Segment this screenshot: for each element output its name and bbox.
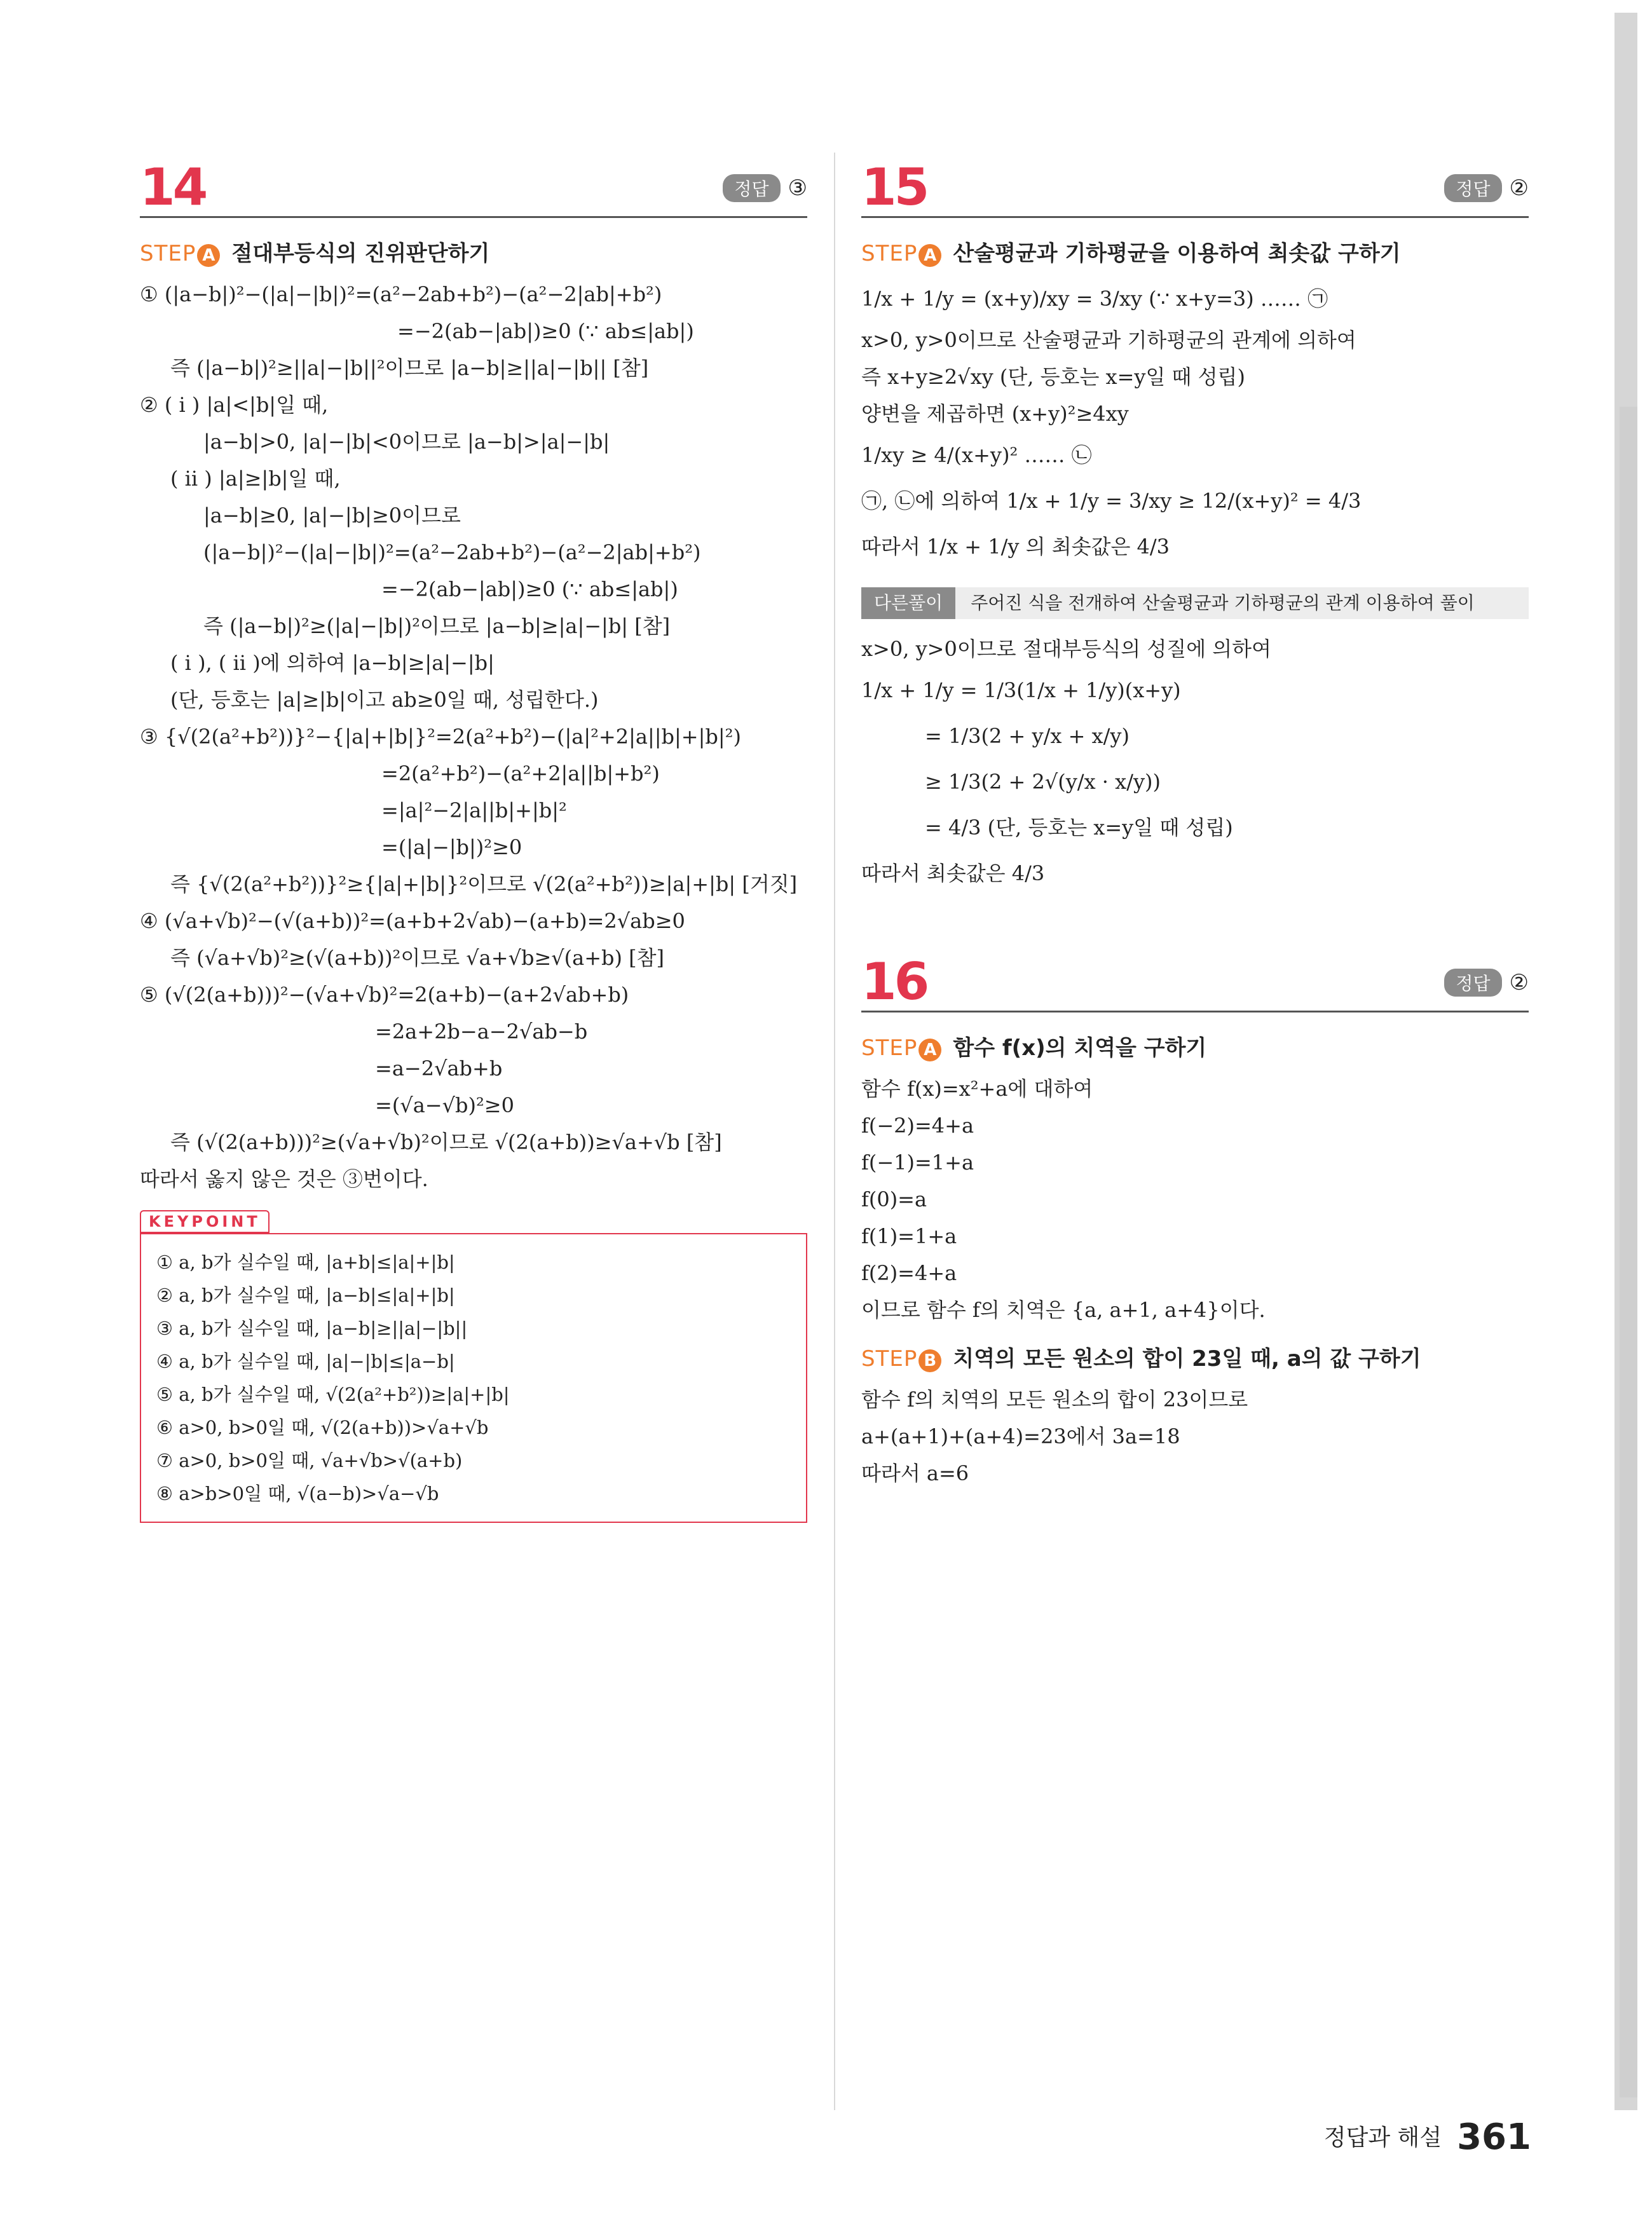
solution-line: =2a+2b−a−2√ab−b xyxy=(375,1019,588,1044)
alternate-solution-tag: 다른풀이 xyxy=(861,587,955,619)
solution-line: 함수 f(x)=x²+a에 대하여 xyxy=(861,1077,1093,1101)
answer-value: ③ xyxy=(788,175,807,201)
keypoint-label: KEYPOINT xyxy=(140,1210,270,1233)
solution-line: = 4/3 (단, 등호는 x=y일 때 성립) xyxy=(925,815,1233,840)
solution-line: 즉 (|a−b|)²≥||a|−|b||²이므로 |a−b|≥||a|−|b|| [참] xyxy=(170,356,649,380)
solution-line: =a−2√ab+b xyxy=(375,1056,503,1081)
solution-line: ① (|a−b|)²−(|a|−|b|)²=(a²−2ab+b²)−(a²−2|ab|+b²) xyxy=(140,282,662,306)
solution-line: f(−2)=4+a xyxy=(861,1114,974,1138)
question-number: 14 xyxy=(140,158,206,217)
solution-line: ≥ 1/3(2 + 2√(y/x · x/y)) xyxy=(925,770,1161,794)
solution-line: 즉 (|a−b|)²≥(|a|−|b|)²이므로 |a−b|≥|a|−|b| [참] xyxy=(203,614,671,638)
step-title: 치역의 모든 원소의 합이 23일 때, a의 값 구하기 xyxy=(953,1346,1421,1372)
solution-line: f(1)=1+a xyxy=(861,1224,957,1248)
question-header xyxy=(861,153,1529,218)
answer-badge: 정답 xyxy=(1444,174,1501,202)
solution-line: ④ (√a+√b)²−(√(a+b))²=(a+b+2√ab)−(a+b)=2√ab≥0 xyxy=(140,909,685,933)
keypoint-item: ② a, b가 실수일 때, |a−b|≤|a|+|b| xyxy=(156,1285,455,1306)
question-header xyxy=(140,153,807,218)
solution-line: |a−b|>0, |a|−|b|<0이므로 |a−b|>|a|−|b| xyxy=(203,430,610,454)
question-number: 15 xyxy=(861,158,927,217)
solution-line: 1/x + 1/y = (x+y)/xy = 3/xy (∵ x+y=3) …… ㉠ xyxy=(861,287,1328,311)
solution-line: 1/xy ≥ 4/(x+y)² …… ㉡ xyxy=(861,443,1092,467)
step-label: STEP xyxy=(861,1035,918,1061)
alternate-solution-header xyxy=(861,587,1529,619)
step-label: STEP xyxy=(861,1346,918,1372)
step-letter-badge: A xyxy=(197,244,220,267)
solution-line: 이므로 함수 f의 치역은 {a, a+1, a+4}이다. xyxy=(861,1298,1266,1322)
step-title: 함수 f(x)의 치역을 구하기 xyxy=(953,1035,1207,1061)
question-16 xyxy=(861,947,1529,1492)
answer-indicator xyxy=(1444,174,1529,202)
solution-line: f(2)=4+a xyxy=(861,1261,957,1285)
alternate-solution-title: 주어진 식을 전개하여 산술평균과 기하평균의 관계 이용하여 풀이 xyxy=(971,592,1475,613)
solution-line: 함수 f의 치역의 모든 원소의 합이 23이므로 xyxy=(861,1387,1248,1412)
answer-indicator xyxy=(1444,969,1529,997)
step-a-heading xyxy=(861,1030,1529,1061)
right-column xyxy=(861,153,1529,1492)
conclusion-line: 따라서 a=6 xyxy=(861,1461,969,1485)
page-number: 361 xyxy=(1457,2117,1531,2158)
answer-badge: 정답 xyxy=(723,174,780,202)
solution-line: 즉 x+y≥2√xy (단, 등호는 x=y일 때 성립) xyxy=(861,365,1245,389)
question-header xyxy=(861,947,1529,1012)
conclusion-line: 따라서 1/x + 1/y 의 최솟값은 4/3 xyxy=(861,535,1170,559)
answer-indicator xyxy=(723,174,807,202)
keypoint-item: ⑦ a>0, b>0일 때, √a+√b>√(a+b) xyxy=(156,1450,463,1471)
solution-line: =(|a|−|b|)²≥0 xyxy=(381,835,522,859)
step-a-heading xyxy=(861,236,1529,267)
solution-line: x>0, y>0이므로 산술평균과 기하평균의 관계에 의하여 xyxy=(861,328,1356,352)
solution-line: 양변을 제곱하면 (x+y)²≥4xy xyxy=(861,402,1129,426)
keypoint-item: ⑥ a>0, b>0일 때, √(2(a+b))>√a+√b xyxy=(156,1417,489,1438)
question-number: 16 xyxy=(861,952,927,1011)
answer-value: ② xyxy=(1509,175,1529,201)
solution-line: 1/x + 1/y = 1/3(1/x + 1/y)(x+y) xyxy=(861,678,1181,702)
solution-line: x>0, y>0이므로 절대부등식의 성질에 의하여 xyxy=(861,637,1272,661)
solution-line: = 1/3(2 + y/x + x/y) xyxy=(925,724,1130,748)
keypoint-item: ⑤ a, b가 실수일 때, √(2(a²+b²))≥|a|+|b| xyxy=(156,1384,510,1405)
keypoint-item: ① a, b가 실수일 때, |a+b|≤|a|+|b| xyxy=(156,1251,455,1273)
solution-line: ㉠, ㉡에 의하여 1/x + 1/y = 3/xy ≥ 12/(x+y)² = 4/3 xyxy=(861,489,1362,513)
conclusion-line: 따라서 최솟값은 4/3 xyxy=(861,861,1045,885)
solution-line: ( ii ) |a|≥|b|일 때, xyxy=(170,467,341,491)
step-a-heading xyxy=(140,236,807,267)
solution-line: f(0)=a xyxy=(861,1187,927,1211)
solution-line: |a−b|≥0, |a|−|b|≥0이므로 xyxy=(203,503,461,528)
solution-line: ③ {√(2(a²+b²))}²−{|a|+|b|}²=2(a²+b²)−(|a|²+2|a||b|+|b|²) xyxy=(140,725,741,749)
page-footer xyxy=(1324,2117,1531,2158)
section-side-tab xyxy=(1620,407,1637,2097)
keypoint-item: ④ a, b가 실수일 때, |a|−|b|≤|a−b| xyxy=(156,1351,455,1372)
solution-line: ( i ), ( ii )에 의하여 |a−b|≥|a|−|b| xyxy=(170,651,495,675)
solution-line: =2(a²+b²)−(a²+2|a||b|+b²) xyxy=(381,761,660,786)
conclusion-line: 따라서 옳지 않은 것은 ③번이다. xyxy=(140,1167,428,1191)
step-title: 절대부등식의 진위판단하기 xyxy=(231,241,490,266)
answer-value: ② xyxy=(1509,970,1529,995)
step-title: 산술평균과 기하평균을 이용하여 최솟값 구하기 xyxy=(953,241,1401,266)
step-b-heading xyxy=(861,1341,1529,1372)
keypoint-box xyxy=(140,1233,807,1523)
solution-line: a+(a+1)+(a+4)=23에서 3a=18 xyxy=(861,1424,1180,1449)
solution-line: f(−1)=1+a xyxy=(861,1150,974,1175)
keypoint-item: ③ a, b가 실수일 때, |a−b|≥||a|−|b|| xyxy=(156,1318,468,1339)
step-letter-badge: A xyxy=(918,244,941,267)
column-divider xyxy=(834,153,835,2110)
solution-line: =−2(ab−|ab|)≥0 (∵ ab≤|ab|) xyxy=(397,319,694,343)
solution-line: ② ( i ) |a|<|b|일 때, xyxy=(140,393,329,417)
solution-line: (|a−b|)²−(|a|−|b|)²=(a²−2ab+b²)−(a²−2|ab|+b²) xyxy=(203,540,701,564)
answer-badge: 정답 xyxy=(1444,969,1501,997)
step-letter-badge: B xyxy=(918,1349,941,1372)
question-14 xyxy=(140,153,807,1523)
step-label: STEP xyxy=(140,241,196,266)
solution-line: ⑤ (√(2(a+b)))²−(√a+√b)²=2(a+b)−(a+2√ab+b) xyxy=(140,983,629,1007)
solution-line: 즉 (√(2(a+b)))²≥(√a+√b)²이므로 √(2(a+b))≥√a+√b [참] xyxy=(170,1130,722,1154)
solution-line: =|a|²−2|a||b|+|b|² xyxy=(381,798,567,822)
footer-label: 정답과 해설 xyxy=(1323,2125,1442,2151)
solution-line: =(√a−√b)²≥0 xyxy=(375,1093,514,1117)
question-15 xyxy=(861,153,1529,896)
step-letter-badge: A xyxy=(918,1039,941,1061)
solution-line: (단, 등호는 |a|≥|b|이고 ab≥0일 때, 성립한다.) xyxy=(170,688,599,712)
keypoint-item: ⑧ a>b>0일 때, √(a−b)>√a−√b xyxy=(156,1483,439,1504)
step-label: STEP xyxy=(861,241,918,266)
solution-line: =−2(ab−|ab|)≥0 (∵ ab≤|ab|) xyxy=(381,577,678,601)
solution-line: 즉 (√a+√b)²≥(√(a+b))²이므로 √a+√b≥√(a+b) [참] xyxy=(170,946,665,970)
solution-line: 즉 {√(2(a²+b²))}²≥{|a|+|b|}²이므로 √(2(a²+b²))≥|a|+|b| [거짓] xyxy=(170,872,798,896)
